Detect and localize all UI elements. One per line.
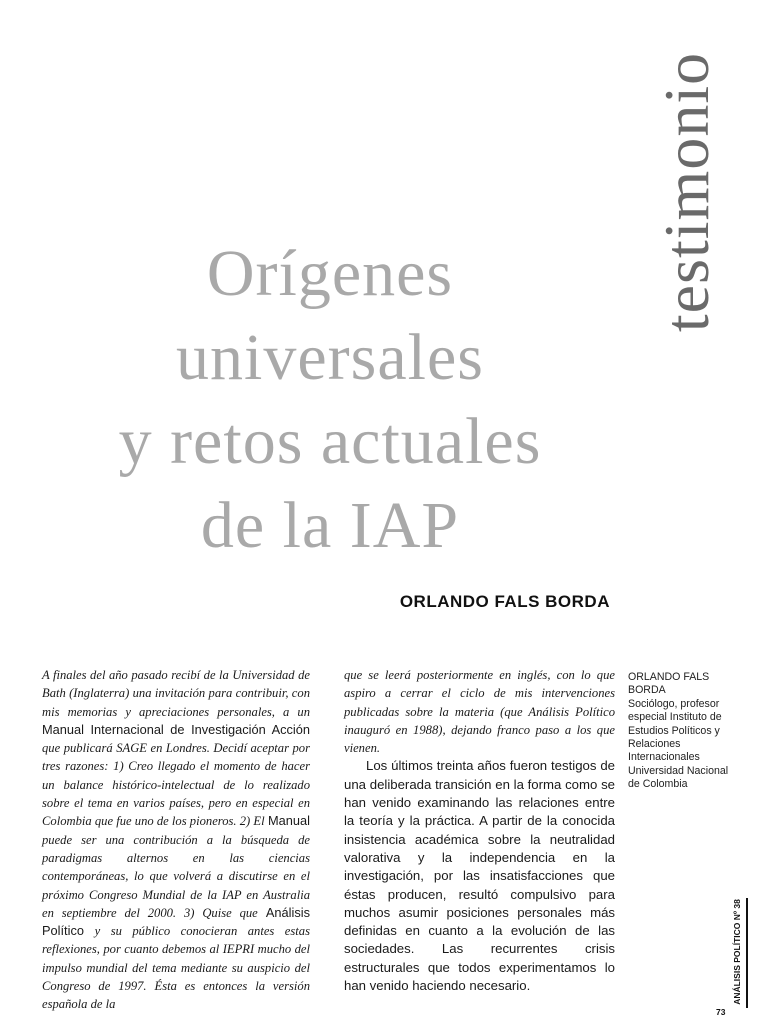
body-column-1 — [42, 666, 310, 1014]
title-line: universales — [176, 321, 484, 394]
journal-label — [730, 899, 744, 1005]
intro-text-upright: Manual Internacional de Investigación Acción — [42, 721, 310, 737]
bio-name: ORLANDO FALS BORDA — [628, 671, 710, 697]
intro-text-upright: Análisis Político — [42, 904, 310, 939]
page-number: 73 — [716, 1007, 726, 1017]
intro-text: que publicará SAGE en Londres. Decidí aceptar por tres razones: 1) Creo llegado el momento de hacer un balance histórico-intelectual de lo realizado sobre el tema en varios países, pero en especial en Colombia que fue uno de los pioneros. 2) El — [42, 741, 310, 829]
intro-paragraph — [42, 666, 310, 1014]
intro-text: y su público conocieran antes estas reflexiones, por cuanto debemos al IEPRI mucho del impulso mundial del tema mediante su auspicio del Congreso de 1997. Ésta es entonces la versión española de la — [42, 924, 310, 1012]
intro-text: puede ser una contribución a la búsqueda de paradigmas alternos en las ciencias contemporáneas, lo que volverá a discutirse en el próximo Congreso Mundial de la IAP en Australia en septiembre del 2000. 3) Quise que — [42, 832, 310, 920]
article-title — [90, 232, 570, 568]
section-label-text: testimonio — [651, 51, 722, 333]
intro-text-upright: Manual — [268, 813, 310, 829]
intro-text: A finales del año pasado recibí de la Universidad de Bath (Inglaterra) una invitación para contribuir, con mis memorias y apreciaciones personales, a un — [42, 668, 310, 719]
title-line: y retos actuales — [118, 405, 542, 478]
section-label — [632, 52, 742, 332]
author-bio — [628, 671, 738, 792]
bio-text: Sociólogo, profesor especial Instituto de Estudios Políticos y Relaciones Internacionales Universidad Nacional de Colombia — [628, 697, 729, 791]
journal-label-text: ANÁLISIS POLÍTICO Nº 38 — [732, 899, 742, 1005]
margin-rule — [746, 898, 748, 1008]
title-line: de la IAP — [200, 489, 460, 562]
body-paragraph: Los últimos treinta años fueron testigos de una deliberada transición en la forma como se han venido examinando las relaciones entre la teoría y la práctica. A partir de la conocida insistencia académica sobre la neutralidad valorativa y la independencia en la investigación, por las insatisfacciones que éstas producen, resultó compulsivo para muchos asumir posiciones personales más definidas en cuanto a la evolución de las sociedades. Las recurrentes crisis estructurales que todos experimentamos lo han venido haciendo necesario. — [344, 758, 615, 994]
author-byline: ORLANDO FALS BORDA — [399, 592, 610, 611]
intro-continuation: que se leerá posteriormente en inglés, con lo que aspiro a cerrar el ciclo de mis intervenciones publicadas sobre la materia (que Análisis Político inauguró en 1988), dejando franco paso a los que vienen. — [344, 668, 615, 756]
title-line: Orígenes — [206, 237, 454, 310]
body-column-2 — [344, 666, 615, 995]
